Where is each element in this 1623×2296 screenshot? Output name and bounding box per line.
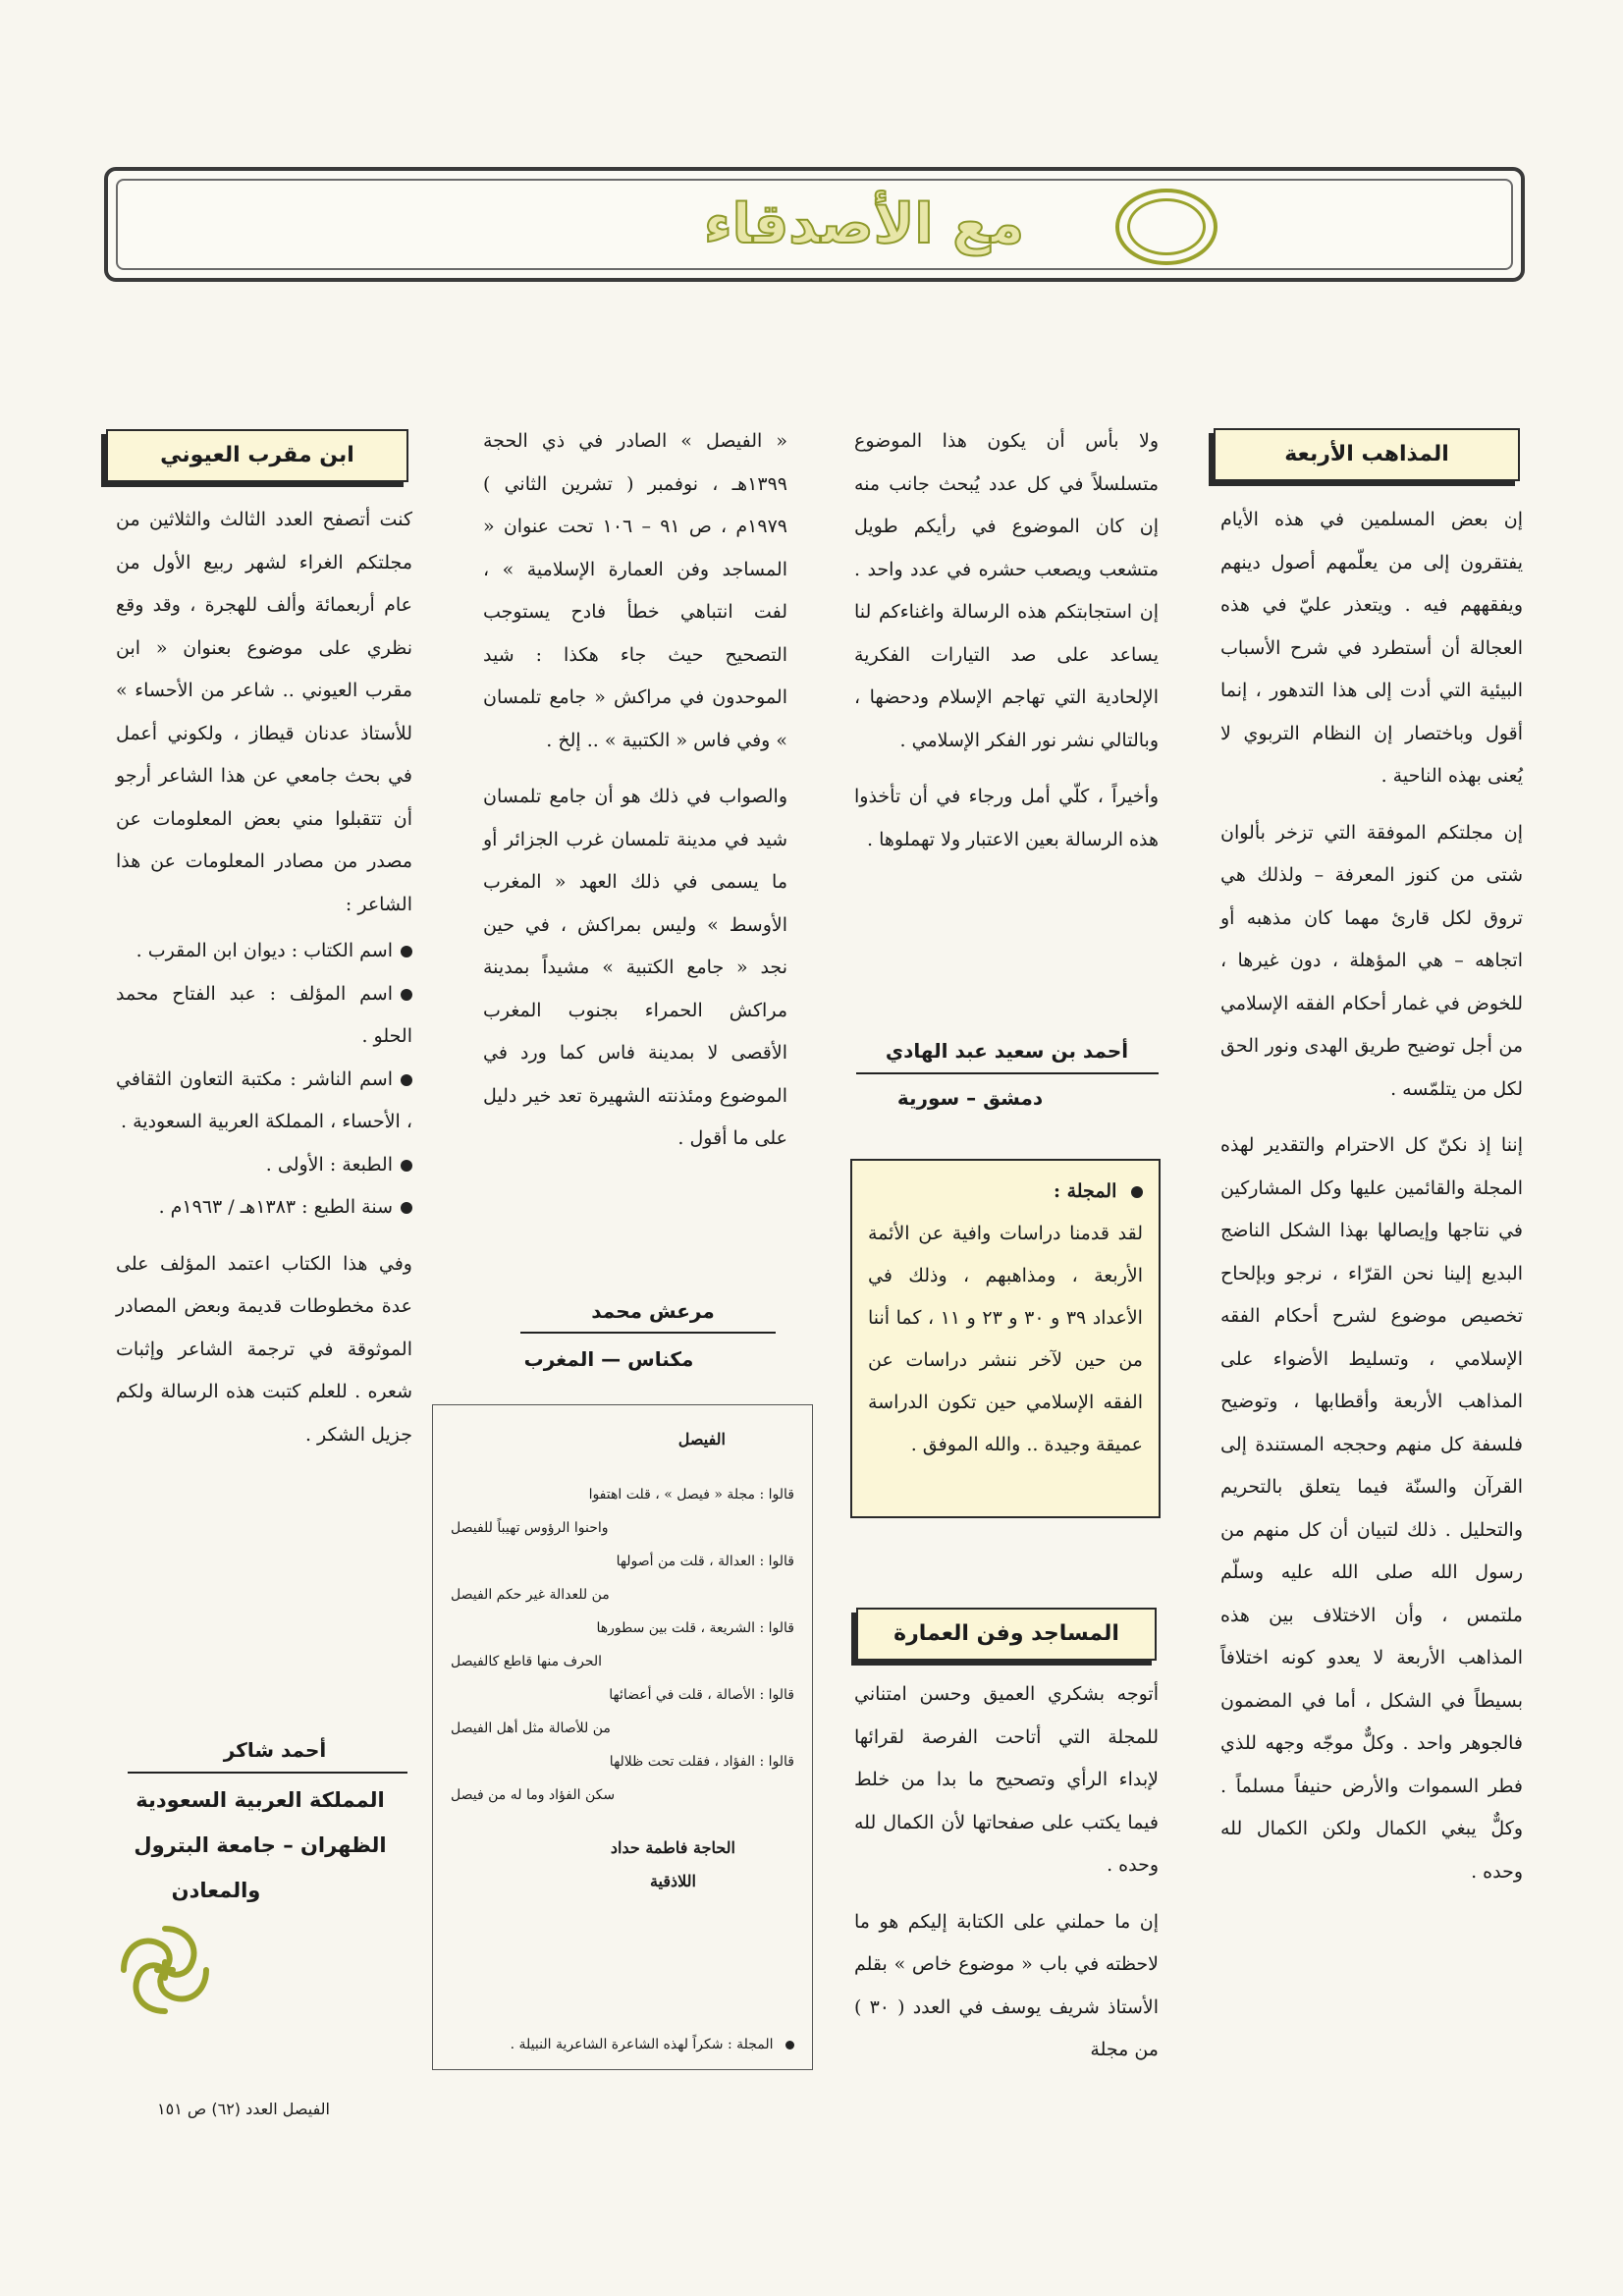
- book-info-item: [116, 930, 412, 973]
- bullet-icon: [1131, 1186, 1143, 1198]
- heading-four-schools-text: المذاهب الأربعة: [1284, 442, 1449, 466]
- poem-title: الفيصل: [677, 1430, 726, 1449]
- editor-note-label: المجلة :: [1053, 1180, 1117, 1202]
- poem-line: من للأصالة مثل أهل الفيصل: [451, 1721, 611, 1736]
- book-info-item: [116, 1186, 412, 1230]
- poem-line: سكن الفؤاد وما له من فيصل: [451, 1787, 616, 1803]
- magazine-logo-icon: [110, 1915, 220, 2025]
- heading-ibn-muqarrab-text: ابن مقرب العيوني: [160, 443, 354, 467]
- book-info-text: اسم الكتاب : ديوان ابن المقرب .: [135, 940, 393, 961]
- editor-note-label-row: [868, 1171, 1143, 1213]
- section-title: مع الأصدقاء: [703, 192, 1025, 256]
- signature-line: الظهران – جامعة البترول: [134, 1833, 387, 1857]
- poem-line: من للعدالة غير حكم الفيصل: [451, 1587, 610, 1603]
- col1-paragraph: إن بعض المسلمين في هذه الأيام يفتقرون إلى من يعلّمهم أصول دينهم ويفقههم فيه . ويتعذر عليّ في هذه العجالة أن أستطرد في شرح الأسباب البيئية التي أدت إلى هذا التدهور ، إنما أقول وباختصار إن النظام التربوي لا يُعنى بهذه الناحية .: [1220, 509, 1523, 787]
- col2-paragraph: أتوجه بشكري العميق وحسن امتناني للمجلة التي أتاحت الفرصة لقرائها لإبداء الرأي وتصحيح ما بدا من خلط فيما يكتب على صفحاتها لأن الكمال لله وحده .: [854, 1683, 1159, 1876]
- bullet-icon: [401, 1160, 412, 1172]
- bullet-icon: [785, 2041, 794, 2050]
- book-info-text: الطبعة : الأولى .: [265, 1153, 393, 1175]
- col4-paragraph: كنت أتصفح العدد الثالث والثلاثين من مجلتكم الغراء لشهر ربيع الأول من عام أربعمائة وألف للهجرة ، وقد وقع نظري على موضوع بعنوان « ابن مقرب العيوني .. شاعر من الأحساء » للأستاذ عدنان قيطاز ، ولكوني أعمل في بحث جامعي عن هذا الشاعر أرجو أن تتقبلوا مني بعض المعلومات عن مصدر من مصادر المعلومات عن هذا الشاعر :: [116, 509, 412, 915]
- book-info-item: [116, 1144, 412, 1187]
- column-2: [854, 420, 1159, 990]
- column-4: [116, 499, 412, 1677]
- bullet-icon: [401, 1074, 412, 1086]
- poem-place: اللاذقية: [649, 1872, 696, 1890]
- header-banner: [104, 167, 1525, 282]
- editor-note-text: لقد قدمنا دراسات وافية عن الأئمة الأربعة ، ومذاهبهم ، وذلك في الأعداد ٣٩ و ٣٠ و ٢٣ و ١١ ، كما أننا من حين لآخر ننشر دراسات عن الفقه الإسلامي حين تكون الدراسة عميقة وجيدة .. والله الموفق .: [868, 1223, 1143, 1455]
- signature-rule: [520, 1332, 776, 1334]
- col4-paragraph: وفي هذا الكتاب اعتمد المؤلف على عدة مخطوطات قديمة وبعض المصادر الموثوقة في ترجمة الشاعر وإثبات شعره . للعلم كتبت هذه الرسالة ولكم جزيل الشكر .: [116, 1252, 412, 1446]
- signature-rule: [128, 1772, 407, 1774]
- page-footer: الفيصل العدد (٦٢) ص ١٥١: [157, 2100, 330, 2118]
- signature-place: دمشق – سورية: [896, 1086, 1044, 1110]
- poem-line: الحرف منها قاطع كالفيصل: [451, 1654, 603, 1669]
- book-info-text: اسم الناشر : مكتبة التعاون الثقافي ، الأحساء ، المملكة العربية السعودية .: [116, 1067, 412, 1132]
- col2-paragraph: ولا بأس أن يكون هذا الموضوع متسلسلاً في كل عدد يُبحث جانب منه إن كان الموضوع في رأيكم طويل متشعب ويصعب حشره في عدد واحد . إن استجابتكم هذه الرسالة واغناءكم لنا يساعد على صد التيارات الفكرية الإلحادية التي تهاجم الإسلام ودحضها ، وبالتالي نشر نور الفكر الإسلامي .: [854, 430, 1159, 751]
- signature-place: مكناس — المغرب: [523, 1347, 694, 1371]
- bullet-icon: [401, 989, 412, 1001]
- col1-paragraph: إننا إذ نكنّ كل الاحترام والتقدير لهذه المجلة والقائمين عليها وكل المشاركين في نتاجها وإيصالها بهذا الشكل الناضج البديع إلينا نحن القرّاء ، نرجو وبإلحاح تخصيص موضوع لشرح أحكام الفقه الإسلامي ، وتسليط الأضواء على المذاهب الأربعة وأقطابها ، وتوضيح فلسفة كل منهم وحججه المستندة إلى القرآن والسنّة فيما يتعلق بالتحريم والتحليل . ذلك لتبيان أن كل منهم من رسول الله صلى الله عليه وسلّم ملتمس ، وأن الاختلاف بين هذه المذاهب الأربعة لا يعدو كونه اختلافاً بسيطاً في الشكل ، أما في المضمون فالجوهر واحد . وكلٌّ موجّه وجهه للذي فطر السموات والأرض حنيفاً مسلماً . وكلٌّ يبغي الكمال ولكن الكمال لله وحده .: [1220, 1134, 1523, 1883]
- heading-mosques: [856, 1608, 1157, 1661]
- poem-line: قالوا : مجلة « فيصل » ، قلت اهتفوا: [588, 1487, 794, 1503]
- poem-line: قالوا : العدالة ، قلت من أصولها: [616, 1554, 794, 1569]
- poem-line: قالوا : الأصالة ، قلت في أعضائها: [609, 1687, 794, 1703]
- col3-paragraph: والصواب في ذلك هو أن جامع تلمسان شيد في مدينة تلمسان غرب الجزائر أو ما يسمى في ذلك العهد « المغرب الأوسط » وليس بمراكش ، في حين نجد « جامع الكتبية » مشيداً بمدينة مراكش الحمراء بجنوب المغرب الأقصى لا بمدينة فاس كما ورد في الموضوع ومئذنته الشهيرة تعد خير دليل على ما أقول .: [483, 786, 787, 1149]
- signature-name: أحمد شاكر: [223, 1738, 327, 1762]
- heading-mosques-text: المساجد وفن العمارة: [893, 1621, 1119, 1646]
- poem-note: [511, 2028, 794, 2061]
- signature-name: أحمد بن سعيد عبد الهادي: [885, 1039, 1129, 1063]
- book-info-text: سنة الطبع : ١٣٨٣هـ / ١٩٦٣م .: [158, 1196, 393, 1218]
- col2-paragraph: إن ما حملني على الكتابة إليكم هو ما لاحظته في باب « موضوع خاص » بقلم الأستاذ شريف يوسف في العدد ( ٣٠ ) من مجلة: [854, 1910, 1160, 2060]
- col1-paragraph: إن مجلتكم الموفقة التي تزخر بألوان شتى من كنوز المعرفة – ولذلك هي تروق لكل قارئ مهما كان مذهبه أو اتجاهه – هي المؤهلة ، دون غيرها ، للخوض في غمار أحكام الفقه الإسلامي من أجل توضيح طريق الهدى ونور الحق لكل من يتلمّسه .: [1220, 821, 1523, 1100]
- book-info-item: [116, 1059, 412, 1144]
- ring-ornament-icon: [1115, 189, 1217, 265]
- editor-note-box: [850, 1159, 1161, 1518]
- col2-paragraph: وأخيراً ، كلّي أمل ورجاء في أن تأخذوا هذه الرسالة بعين الاعتبار ولا تهملوها .: [854, 786, 1159, 850]
- signature-rule: [856, 1072, 1159, 1074]
- poem-line: قالوا : الشريعة ، قلت بين سطورها: [596, 1620, 794, 1636]
- bullet-icon: [401, 1202, 412, 1214]
- book-info-text: اسم المؤلف : عبد الفتاح محمد الحلو .: [116, 982, 412, 1047]
- column-2-lower: [854, 1673, 1159, 2066]
- signature-name: مرعش محمد: [591, 1299, 715, 1323]
- poem-note-text: المجلة : شكراً لهذه الشاعرة الشاعرية النبيلة .: [510, 2037, 774, 2052]
- poem-box: [432, 1404, 813, 2070]
- poem-line: قالوا : الفؤاد ، فقلت تحت ظلالها: [609, 1754, 794, 1770]
- signature-line: المملكة العربية السعودية: [135, 1788, 385, 1812]
- column-3: [483, 420, 787, 1235]
- book-info-item: [116, 973, 412, 1059]
- signature-line: والمعادن: [171, 1879, 261, 1902]
- bullet-icon: [401, 946, 412, 957]
- heading-ibn-muqarrab: [106, 429, 408, 482]
- column-1: [1220, 499, 1523, 2080]
- poem-author: الحاجة فاطمة حداد: [610, 1838, 735, 1857]
- poem-line: واحنوا الرؤوس تهيباً للفيصل: [451, 1520, 609, 1536]
- col3-paragraph: « الفيصل » الصادر في ذي الحجة ١٣٩٩هـ ، نوفمبر ( تشرين الثاني ) ١٩٧٩م ، ص ٩١ – ١٠٦ تحت عنوان « المساجد وفن العمارة الإسلامية » ، لفت انتباهي خطأ فادح يستوجب التصحيح حيث جاء هكذا : شيد الموحدون في مراكش « جامع تلمسان » وفي فاس « الكتبية » .. إلخ .: [483, 430, 787, 751]
- heading-four-schools: [1214, 428, 1520, 481]
